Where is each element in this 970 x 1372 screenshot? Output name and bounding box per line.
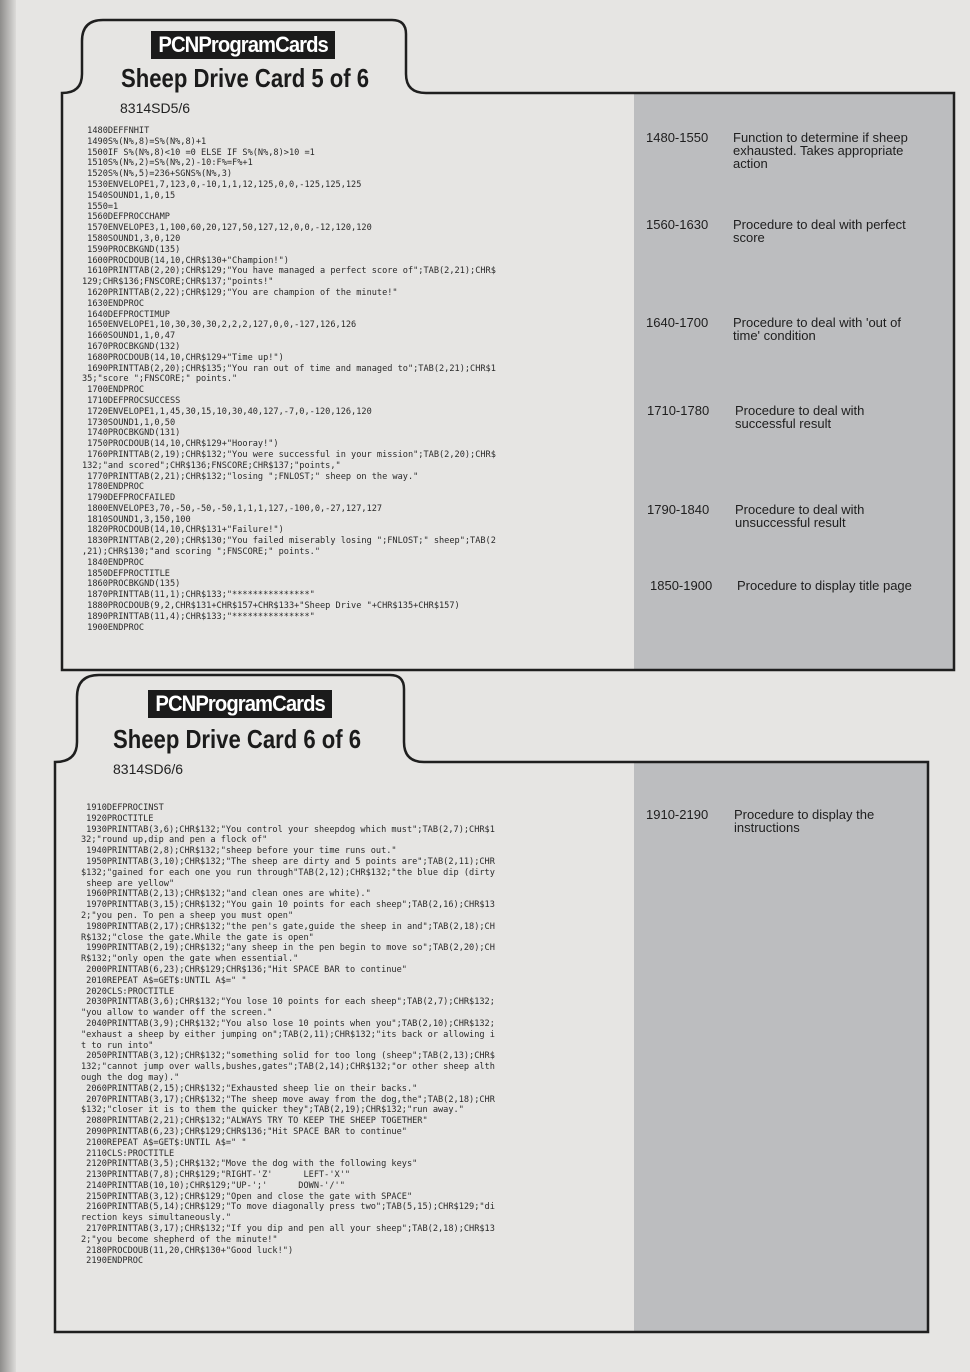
code-line: 132;"and scored";CHR$136;FNSCORE;CHR$137;"points,"	[82, 460, 341, 471]
code-line: 1660SOUND1,1,0,47	[82, 331, 176, 342]
code-line: 1590PROCBKGND(135)	[82, 244, 181, 255]
code-line: 1990PRINTTAB(2,19);CHR$132;"any sheep in the pen begin to move so";TAB(2,20);CH	[81, 943, 495, 954]
code-line: "exhaust a sheep by either jumping on";TAB(2,11);CHR$132;"its back or allowing i	[81, 1029, 495, 1040]
code-line: ,21);CHR$130;"and scoring ";FNSCORE;" points."	[82, 547, 320, 558]
line-range: 1790-1840	[647, 502, 710, 517]
code-line: 1520S%(N%,5)=236+SGNS%(N%,3)	[82, 169, 233, 180]
code-line: 1480DEFFNHIT	[82, 126, 150, 136]
code-line: 2140PRINTTAB(10,10);CHR$129;"UP-';' DOWN-'/'"	[81, 1180, 345, 1191]
code-line: R$132;"only open the gate when essential."	[81, 954, 299, 965]
code-line: 2070PRINTTAB(3,17);CHR$132;"The sheep move away from the dog,the";TAB(2,18);CHR	[81, 1094, 495, 1105]
code-line: 2;"you pen. To pen a sheep you must open"	[81, 910, 294, 921]
code-line: 2;"you become shepherd of the minute!"	[81, 1234, 278, 1245]
code-line: 1850DEFPROCTITLE	[82, 568, 170, 579]
code-line: 2180PROCDOUB(11,20,CHR$130+"Good luck!")	[81, 1245, 294, 1256]
code-line: 1610PRINTTAB(2,20);CHR$129;"You have managed a perfect score of";TAB(2,21);CHR$	[82, 266, 496, 277]
code-line: 1860PROCBKGND(135)	[82, 579, 181, 590]
code-line: sheep are yellow"	[81, 878, 175, 889]
code-line: 2170PRINTTAB(3,17);CHR$132;"If you dip and pen all your sheep";TAB(2,18);CHR$13	[81, 1224, 495, 1235]
code-line: 2160PRINTTAB(5,14);CHR$129;"To move diagonally press two";TAB(5,15);CHR$129;"di	[81, 1202, 495, 1213]
code-line: 1920PROCTITLE	[81, 813, 154, 824]
code-line: 32;"round up,dip and pen a flock of"	[81, 835, 268, 846]
code-line: 1550=1	[82, 201, 119, 212]
code-line: 1930PRINTTAB(3,6);CHR$132;"You control your sheepdog which must";TAB(2,7);CHR$1	[81, 824, 495, 835]
annotation-description: Function to determine if sheep exhausted. Takes appropriate action	[733, 130, 908, 171]
code-line: rection keys simultaneously."	[81, 1213, 232, 1224]
code-line: 2130PRINTTAB(7,8);CHR$129;"RIGHT-'Z' LEFT-'X'"	[81, 1170, 351, 1181]
code-line: 1630ENDPROC	[82, 298, 145, 309]
code-line: 1940PRINTTAB(2,8);CHR$132;"sheep before your time runs out."	[81, 846, 397, 857]
annotation-description: Procedure to display the instructions	[734, 807, 875, 835]
code-line: 1750PROCDOUB(14,10,CHR$129+"Hooray!")	[82, 439, 279, 450]
line-range: 1850-1900	[650, 578, 713, 593]
code-line: 1510S%(N%,2)=S%(N%,2)-10:F%=F%+1	[82, 158, 253, 169]
code-line: 1560DEFPROCCHAMP	[82, 212, 170, 223]
code-line: 1500IF S%(N%,8)<10 =0 ELSE IF S%(N%,8)>10 =1	[82, 147, 315, 158]
code-line: 1740PROCBKGND(131)	[82, 428, 181, 439]
code-line: 1710DEFPROCSUCCESS	[82, 395, 181, 406]
card-code: 8314SD5/6	[120, 100, 191, 116]
code-line: 2020CLS:PROCTITLE	[81, 986, 175, 997]
code-line: 1760PRINTTAB(2,19);CHR$132;"You were successful in your mission";TAB(2,20);CHR$	[82, 449, 496, 460]
card-code: 8314SD6/6	[113, 761, 184, 777]
code-line: 1540SOUND1,1,0,15	[82, 190, 176, 201]
card-logo: PCNProgramCards	[151, 31, 335, 59]
code-line: 129;CHR$136;FNSCORE;CHR$137;"points!"	[82, 277, 274, 288]
code-line: 1800ENVELOPE3,70,-50,-50,-50,1,1,1,127,-100,0,-27,127,127	[82, 503, 383, 514]
code-line: 1890PRINTTAB(11,4);CHR$133;"***************"	[82, 611, 315, 622]
code-line: 2030PRINTTAB(3,6);CHR$132;"You lose 10 points for each sheep";TAB(2,7);CHR$132;	[81, 997, 495, 1008]
card-title: Sheep Drive Card 6 of 6	[113, 724, 362, 754]
code-line: 2050PRINTTAB(3,12);CHR$132;"something solid for too long (sheep";TAB(2,13);CHR$	[81, 1051, 495, 1062]
code-line: 1730SOUND1,1,0,50	[82, 417, 176, 428]
line-range: 1640-1700	[646, 315, 709, 330]
code-line: $132;"closer it is to them the quicker they";TAB(2,19);CHR$132;"run away."	[81, 1105, 464, 1116]
code-line: 1790DEFPROCFAILED	[82, 493, 176, 504]
code-line: 1960PRINTTAB(2,13);CHR$132;"and clean ones are white)."	[81, 889, 371, 900]
code-line: 2110CLS:PROCTITLE	[81, 1148, 175, 1159]
code-line: 2150PRINTTAB(3,12);CHR$129;"Open and close the gate with SPACE"	[81, 1191, 413, 1202]
code-line: 2040PRINTTAB(3,9);CHR$132;"You also lose 10 points when you";TAB(2,10);CHR$132;	[81, 1018, 495, 1029]
code-line: 1620PRINTTAB(2,22);CHR$129;"You are champion of the minute!"	[82, 287, 398, 298]
code-line: 1880PROCDOUB(9,2,CHR$131+CHR$157+CHR$133+"Sheep Drive "+CHR$135+CHR$157)	[82, 601, 460, 612]
code-line: 1670PROCBKGND(132)	[82, 341, 181, 352]
code-line: 1700ENDPROC	[82, 385, 145, 396]
code-line: 1780ENDPROC	[82, 482, 145, 493]
code-line: 1770PRINTTAB(2,21);CHR$132;"losing ";FNLOST;" sheep on the way."	[82, 471, 419, 482]
code-line: 1910DEFPROCINST	[81, 803, 164, 813]
code-line: ough the dog may)."	[81, 1072, 180, 1083]
card-logo: PCNProgramCards	[148, 690, 332, 718]
line-range: 1910-2190	[646, 807, 709, 822]
code-line: t to run into"	[81, 1040, 154, 1051]
card-title: Sheep Drive Card 5 of 6	[121, 63, 370, 93]
code-line: 1810SOUND1,3,150,100	[82, 514, 191, 525]
annotation-description: Procedure to deal with 'out of time' condition	[733, 315, 901, 343]
line-range: 1560-1630	[646, 217, 709, 232]
code-line: 1970PRINTTAB(3,15);CHR$132;"You gain 10 points for each sheep";TAB(2,16);CHR$13	[81, 900, 495, 911]
code-line: 2090PRINTTAB(6,23);CHR$129;CHR$136;"Hit SPACE BAR to continue"	[81, 1126, 407, 1137]
code-line: 1980PRINTTAB(2,17);CHR$132;"the pen's gate,guide the sheep in and";TAB(2,18);CH	[81, 921, 495, 932]
line-range: 1710-1780	[647, 403, 710, 418]
code-line: 1650ENVELOPE1,10,30,30,30,2,2,2,127,0,0,-127,126,126	[82, 320, 357, 331]
code-line: 1490S%(N%,8)=S%(N%,8)+1	[82, 136, 207, 147]
line-range: 1480-1550	[646, 130, 709, 145]
code-line: 1720ENVELOPE1,1,45,30,15,10,30,40,127,-7,0,-120,126,120	[82, 406, 372, 417]
code-line: R$132;"close the gate.While the gate is open"	[81, 932, 314, 943]
code-line: 1570ENVELOPE3,1,100,60,20,127,50,127,12,0,0,-12,120,120	[82, 223, 372, 234]
code-line: 1690PRINTTAB(2,20);CHR$135;"You ran out of time and managed to";TAB(2,21);CHR$1	[82, 363, 496, 374]
code-line: 2060PRINTTAB(2,15);CHR$132;"Exhausted sheep lie on their backs."	[81, 1083, 418, 1094]
code-line: 1830PRINTTAB(2,20);CHR$130;"You failed miserably losing ";FNLOST;" sheep";TAB(2	[82, 536, 496, 547]
program-listing	[81, 803, 495, 1267]
code-line: 1600PROCDOUB(14,10,CHR$130+"Champion!")	[82, 255, 289, 266]
code-line: 2100REPEAT A$=GET$:UNTIL A$=" "	[81, 1137, 247, 1148]
code-line: "you allow to wander off the screen."	[81, 1008, 273, 1019]
code-line: 1580SOUND1,3,0,120	[82, 233, 181, 244]
code-line: 1820PROCDOUB(14,10,CHR$131+"Failure!")	[82, 525, 284, 536]
code-line: 1900ENDPROC	[82, 622, 145, 633]
code-line: 35;"score ";FNSCORE;" points."	[82, 374, 238, 385]
code-line: 2120PRINTTAB(3,5);CHR$132;"Move the dog with the following keys"	[81, 1159, 418, 1170]
code-line: $132;"gained for each one you run through"TAB(2,12);CHR$132;"the blue dip (dirty	[81, 867, 495, 878]
code-line: 1640DEFPROCTIMUP	[82, 309, 170, 320]
annotation-description: Procedure to deal with perfect score	[733, 217, 906, 245]
code-line: 2000PRINTTAB(6,23);CHR$129;CHR$136;"Hit SPACE BAR to continue"	[81, 964, 407, 975]
code-line: 2190ENDPROC	[81, 1256, 144, 1267]
code-line: 1870PRINTTAB(11,1);CHR$133;"***************"	[82, 590, 315, 601]
annotation-description: Procedure to display title page	[737, 578, 912, 593]
code-line: 1840ENDPROC	[82, 557, 145, 568]
annotation-description: Procedure to deal with successful result	[735, 403, 865, 431]
code-line: 1950PRINTTAB(3,10);CHR$132;"The sheep are dirty and 5 points are";TAB(2,11);CHR	[81, 856, 495, 867]
annotation-description: Procedure to deal with unsuccessful result	[735, 502, 865, 530]
code-line: 2080PRINTTAB(2,21);CHR$132;"ALWAYS TRY TO KEEP THE SHEEP TOGETHER"	[81, 1116, 428, 1127]
code-line: 2010REPEAT A$=GET$:UNTIL A$=" "	[81, 975, 247, 986]
code-line: 1680PROCDOUB(14,10,CHR$129+"Time up!")	[82, 352, 284, 363]
code-line: 1530ENVELOPE1,7,123,0,-10,1,1,12,125,0,0,-125,125,125	[82, 179, 362, 190]
code-line: 132;"cannot jump over walls,bushes,gates";TAB(2,14);CHR$132;"or other sheep alth	[81, 1062, 495, 1073]
